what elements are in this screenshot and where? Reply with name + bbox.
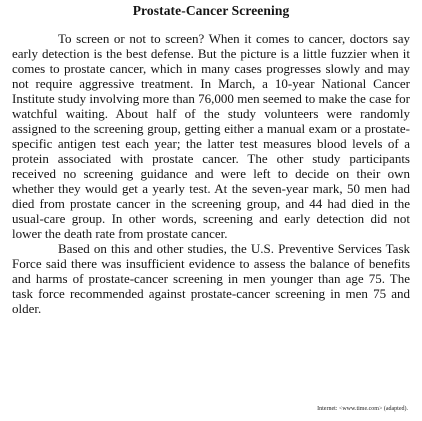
article-paragraph-2: Based on this and other studies, the U.S. Preventive Services Task Force said there was insufficient evidence to assess the balance of benefits and harms of prostate-cancer screening in men younger than age 75. The task force recommended against prostate-cancer screening in men 75 and older. [12,241,410,316]
article-body [12,31,410,316]
article-paragraph-1: To screen or not to screen? When it comes to cancer, doctors say early detection is the best defense. But the picture is a little fuzzier when it comes to prostate cancer, which in many cases progresses slowly and may not require aggressive treatment. In March, a 10-year National Cancer Institute study involving more than 76,000 men seemed to make the case for watchful waiting. About half of the study volunteers were randomly assigned to the screening group, getting either a manual exam or a prostate-specific antigen test each year; the latter test measures blood levels of a protein associated with prostate cancer. The other study participants received no screening guidance and were left to decide on their own whether they would get a yearly test. At the seven-year mark, 50 men had died from prostate cancer in the screening group, and 44 had died in the usual-care group. In other words, screening and early detection did not lower the death rate from prostate cancer. [12,31,410,241]
source-citation: Internet: <www.time.com> (adapted). [317,406,408,412]
article-title: Prostate-Cancer Screening [132,3,290,18]
